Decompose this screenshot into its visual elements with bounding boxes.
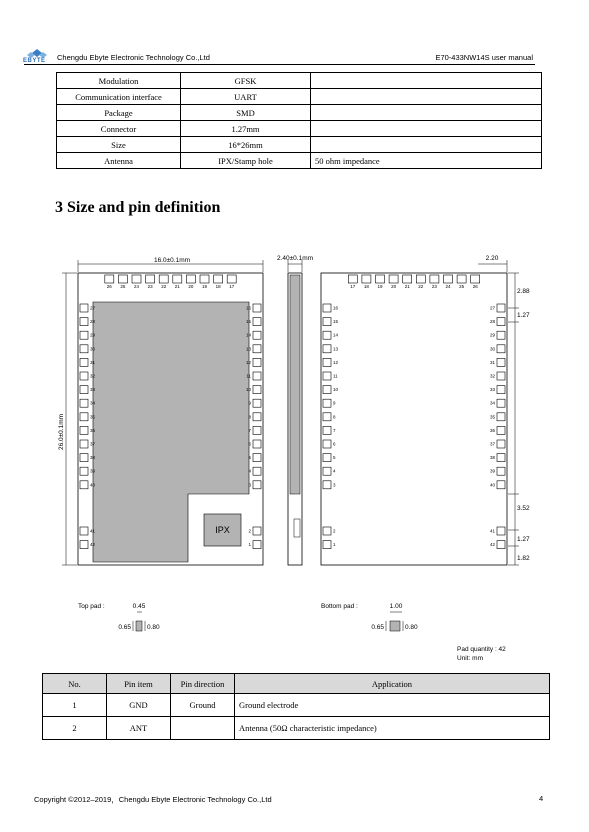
pad xyxy=(253,541,261,549)
pin-number-label: 29 xyxy=(90,332,96,338)
footer-copyright: Copyright ©2012–2019，Chengdu Ebyte Electronic Technology Co.,Ltd xyxy=(34,795,272,804)
pin-number-label: 7 xyxy=(248,427,251,433)
pad xyxy=(497,345,505,353)
top-pad-right-dim: 0.80 xyxy=(147,624,160,631)
pad xyxy=(323,399,331,407)
pin-number-label: 11 xyxy=(333,373,338,379)
pad xyxy=(80,318,88,326)
pin-number-label: 31 xyxy=(489,359,495,365)
spec-param: Antenna xyxy=(57,153,181,169)
pin-number-label: 2 xyxy=(248,528,251,534)
pad xyxy=(416,275,425,283)
bottom-view-pads xyxy=(323,275,505,549)
pin-number-label: 32 xyxy=(90,373,96,379)
pin-header-direction: Pin direction xyxy=(171,674,235,694)
pin-number-label: 10 xyxy=(245,387,251,393)
pad xyxy=(444,275,453,283)
bottom-pad-right-dim: 0.80 xyxy=(405,624,418,631)
pin-item: ANT xyxy=(107,717,171,740)
pin-number-label: 14 xyxy=(333,332,339,338)
pin-number-label: 41 xyxy=(489,528,495,534)
spec-value: 16*26mm xyxy=(181,137,311,153)
top-view xyxy=(78,273,263,565)
pin-number-label: 18 xyxy=(215,284,221,289)
pad xyxy=(253,440,261,448)
pin-number-label: 23 xyxy=(147,284,153,289)
pad xyxy=(253,331,261,339)
pad xyxy=(159,275,168,283)
pin-number-label: 22 xyxy=(161,284,167,289)
bottom-pad-width: 1.00 xyxy=(389,603,403,610)
spec-param: Communication interface xyxy=(57,89,181,105)
pin-number-label: 9 xyxy=(248,400,251,406)
pin-number-label: 26 xyxy=(472,284,478,289)
pad xyxy=(253,454,261,462)
pad xyxy=(132,275,141,283)
spec-note: 50 ohm impedance xyxy=(311,153,542,169)
pin-direction xyxy=(171,717,235,740)
pin-number-label: 16 xyxy=(333,305,339,311)
pin-header-application: Application xyxy=(235,674,550,694)
pad xyxy=(323,372,331,380)
spec-value: GFSK xyxy=(181,73,311,89)
pin-number-label: 26 xyxy=(106,284,112,289)
table-row xyxy=(43,694,550,717)
pad xyxy=(186,275,195,283)
pad xyxy=(80,467,88,475)
pad xyxy=(323,467,331,475)
pad xyxy=(80,426,88,434)
pin-no: 1 xyxy=(43,694,107,717)
pin-number-label: 8 xyxy=(248,414,251,420)
pad xyxy=(497,413,505,421)
pin-number-label: 5 xyxy=(248,455,251,461)
spec-value: 1.27mm xyxy=(181,121,311,137)
pin-number-label: 34 xyxy=(489,400,495,406)
bottom-pad-label: Bottom pad : xyxy=(321,603,358,610)
pin-number-label: 32 xyxy=(489,373,495,379)
pad xyxy=(323,331,331,339)
pin-number-label: 33 xyxy=(90,387,96,393)
pin-number-label: 21 xyxy=(404,284,410,289)
pad xyxy=(253,318,261,326)
pin-number-label: 42 xyxy=(489,542,495,548)
pin-number-label: 4 xyxy=(248,468,251,474)
pin-number-label: 40 xyxy=(90,482,96,488)
pin-number-label: 1 xyxy=(248,542,251,548)
dim-127-top-label: 1.27 xyxy=(517,312,530,319)
pad xyxy=(227,275,236,283)
pad xyxy=(497,386,505,394)
top-pad-width: 0.45 xyxy=(132,603,146,610)
bottom-pad-shape xyxy=(390,621,400,631)
pin-number-label: 2 xyxy=(333,528,336,534)
pin-number-label: 9 xyxy=(333,400,336,406)
spec-value: IPX/Stamp hole xyxy=(181,153,311,169)
pin-number-label: 38 xyxy=(489,455,495,461)
pad xyxy=(497,304,505,312)
pad xyxy=(253,304,261,312)
pad xyxy=(253,399,261,407)
pin-item: GND xyxy=(107,694,171,717)
pad xyxy=(471,275,480,283)
pin-number-label: 31 xyxy=(90,359,96,365)
pin-number-label: 4 xyxy=(333,468,336,474)
pin-number-label: 38 xyxy=(90,455,96,461)
pad xyxy=(323,413,331,421)
header-manual-title: E70-433NW14S user manual xyxy=(435,53,533,62)
pad xyxy=(457,275,466,283)
pad xyxy=(118,275,127,283)
pin-number-label: 37 xyxy=(489,441,495,447)
pin-number-label: 15 xyxy=(245,319,251,325)
pin-number-label: 39 xyxy=(489,468,495,474)
dim-220-label: 2.20 xyxy=(485,255,499,262)
pad xyxy=(253,358,261,366)
pin-number-label: 6 xyxy=(333,441,336,447)
dim-thickness-label: 2.40±0.1mm xyxy=(276,255,314,262)
pad-quantity: Pad quantity : 42 xyxy=(457,646,506,653)
pin-number-label: 20 xyxy=(391,284,397,289)
pad xyxy=(200,275,209,283)
pad xyxy=(80,386,88,394)
pad xyxy=(323,527,331,535)
pad xyxy=(497,358,505,366)
pin-number-label: 23 xyxy=(431,284,437,289)
pin-number-label: 25 xyxy=(459,284,465,289)
pin-number-label: 19 xyxy=(201,284,208,289)
pad xyxy=(497,318,505,326)
pad xyxy=(253,481,261,489)
pin-number-label: 30 xyxy=(90,346,96,352)
pad xyxy=(253,467,261,475)
table-row xyxy=(43,717,550,740)
pin-number-label: 16 xyxy=(245,305,251,311)
pad xyxy=(323,304,331,312)
pin-number-label: 29 xyxy=(489,332,495,338)
pad xyxy=(323,345,331,353)
pad xyxy=(253,386,261,394)
top-pad-label: Top pad : xyxy=(78,603,105,610)
pin-number-label: 35 xyxy=(489,414,495,420)
pad xyxy=(376,275,385,283)
pin-table xyxy=(42,673,550,740)
spec-param: Package xyxy=(57,105,181,121)
pad xyxy=(80,331,88,339)
pin-number-label: 6 xyxy=(248,441,251,447)
pad xyxy=(389,275,398,283)
pin-header-item: Pin item xyxy=(107,674,171,694)
spec-value: SMD xyxy=(181,105,311,121)
top-pad-shape xyxy=(136,621,142,631)
pin-application: Antenna (50Ω characteristic impedance) xyxy=(235,717,550,740)
pad xyxy=(323,481,331,489)
pin-number-label: 27 xyxy=(90,305,96,311)
pad xyxy=(497,481,505,489)
pin-number-label: 11 xyxy=(246,373,251,379)
pin-number-label: 13 xyxy=(333,346,339,352)
pad xyxy=(173,275,182,283)
pad xyxy=(80,454,88,462)
pin-number-label: 35 xyxy=(90,414,96,420)
dim-182-label: 1.82 xyxy=(517,555,530,562)
spec-value: UART xyxy=(181,89,311,105)
pin-header-no: No. xyxy=(43,674,107,694)
pin-table-header-row xyxy=(43,674,550,694)
pin-number-label: 37 xyxy=(90,441,96,447)
pad xyxy=(497,541,505,549)
pad xyxy=(497,426,505,434)
top-pad-left-dim: 0.65 xyxy=(118,624,131,631)
pin-number-label: 24 xyxy=(133,284,140,289)
pin-number-label: 7 xyxy=(333,427,336,433)
pin-number-label: 10 xyxy=(333,387,339,393)
spec-param: Connector xyxy=(57,121,181,137)
pad xyxy=(323,426,331,434)
pad xyxy=(80,372,88,380)
ipx-label: IPX xyxy=(215,525,230,535)
pad xyxy=(497,399,505,407)
pad xyxy=(348,275,357,283)
pin-number-label: 15 xyxy=(333,319,339,325)
pin-number-label: 22 xyxy=(418,284,424,289)
dim-352-label: 3.52 xyxy=(517,505,530,512)
spec-param: Modulation xyxy=(57,73,181,89)
pin-number-label: 12 xyxy=(333,359,339,365)
pad xyxy=(497,454,505,462)
pin-number-label: 41 xyxy=(90,528,96,534)
pin-number-label: 36 xyxy=(90,427,96,433)
bottom-view xyxy=(321,273,507,565)
spec-param: Size xyxy=(57,137,181,153)
pin-number-label: 12 xyxy=(245,359,251,365)
pad xyxy=(362,275,371,283)
pin-number-label: 13 xyxy=(245,346,251,352)
pad xyxy=(80,440,88,448)
pin-number-label: 39 xyxy=(90,468,96,474)
header-company: Chengdu Ebyte Electronic Technology Co.,Ltd xyxy=(57,53,210,62)
pad xyxy=(80,345,88,353)
pad xyxy=(497,527,505,535)
pin-number-label: 3 xyxy=(248,482,251,488)
pin-direction: Ground xyxy=(171,694,235,717)
pin-application: Ground electrode xyxy=(235,694,550,717)
pin-number-label: 19 xyxy=(377,284,383,289)
pin-number-label: 8 xyxy=(333,414,336,420)
pin-number-label: 33 xyxy=(489,387,495,393)
pin-number-label: 21 xyxy=(174,284,180,289)
pad xyxy=(253,413,261,421)
pin-number-label: 34 xyxy=(90,400,96,406)
pin-number-label: 20 xyxy=(188,284,194,289)
pad xyxy=(105,275,114,283)
pin-number-label: 17 xyxy=(229,284,235,289)
dim-height-label: 26.0±0.1mm xyxy=(58,413,65,451)
pin-number-label: 25 xyxy=(120,284,126,289)
pin-number-label: 40 xyxy=(489,482,495,488)
pin-number-label: 36 xyxy=(489,427,495,433)
pad xyxy=(497,467,505,475)
pad xyxy=(80,541,88,549)
pin-number-label: 42 xyxy=(90,542,96,548)
pin-number-label: 24 xyxy=(445,284,451,289)
pad xyxy=(323,386,331,394)
pad xyxy=(80,481,88,489)
pad xyxy=(323,541,331,549)
pin-number-label: 1 xyxy=(333,542,336,548)
pin-no: 2 xyxy=(43,717,107,740)
unit-label: Unit: mm xyxy=(457,655,483,662)
pin-number-label: 28 xyxy=(489,319,495,325)
pin-number-label: 3 xyxy=(333,482,336,488)
pad xyxy=(253,426,261,434)
pad xyxy=(253,527,261,535)
pad xyxy=(253,372,261,380)
pad xyxy=(146,275,155,283)
pad xyxy=(80,527,88,535)
pin-number-label: 28 xyxy=(90,319,96,325)
pad xyxy=(80,358,88,366)
side-view xyxy=(288,260,302,565)
pad xyxy=(403,275,412,283)
pad xyxy=(323,440,331,448)
pad xyxy=(497,372,505,380)
footer-page-number: 4 xyxy=(539,794,544,803)
pin-number-label: 5 xyxy=(333,455,336,461)
pin-number-label: 14 xyxy=(245,332,251,338)
pin-number-label: 17 xyxy=(350,284,356,289)
pad xyxy=(214,275,223,283)
pin-number-label: 18 xyxy=(363,284,369,289)
pin-number-label: 30 xyxy=(489,346,495,352)
pad xyxy=(80,413,88,421)
pad xyxy=(430,275,439,283)
dim-127-bottom-label: 1.27 xyxy=(517,536,530,543)
pad xyxy=(253,345,261,353)
pad xyxy=(323,318,331,326)
pin-number-label: 27 xyxy=(489,305,495,311)
pad xyxy=(80,399,88,407)
dim-288-label: 2.88 xyxy=(517,288,530,295)
logo-text: EBYTE xyxy=(23,58,46,64)
bottom-pad-left-dim: 0.65 xyxy=(371,624,384,631)
pad xyxy=(323,454,331,462)
pad xyxy=(497,440,505,448)
section-title: 3 Size and pin definition xyxy=(55,199,221,216)
pad xyxy=(497,331,505,339)
pad xyxy=(323,358,331,366)
dim-width-label: 16.0±0.1mm xyxy=(153,257,191,264)
pad xyxy=(80,304,88,312)
